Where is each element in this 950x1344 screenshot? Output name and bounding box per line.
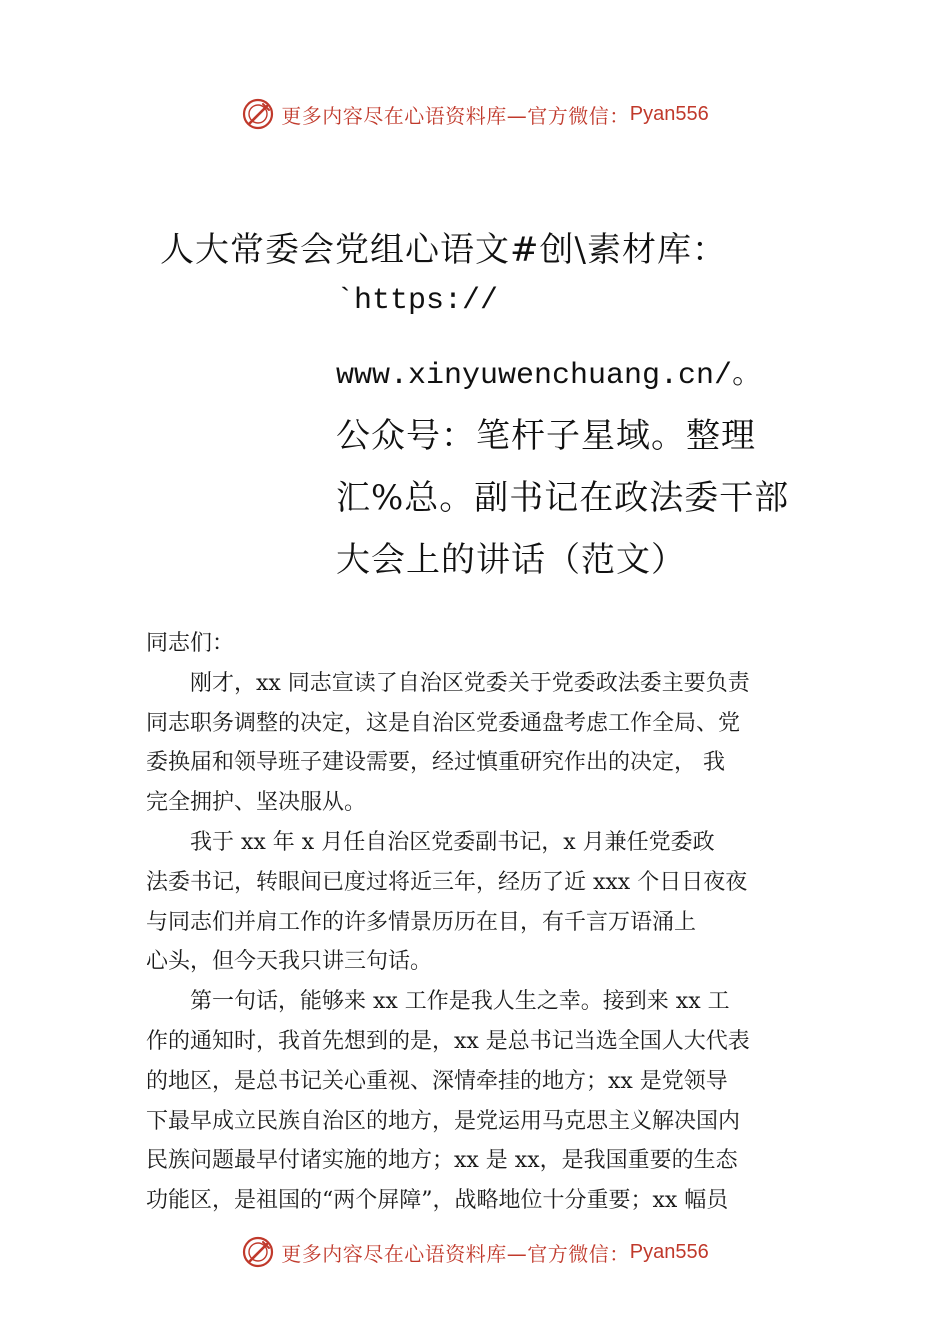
logo-icon	[241, 97, 275, 131]
header-banner	[0, 94, 950, 134]
banner-text: 更多内容尽在心语资料库—官方微信：	[281, 103, 630, 128]
wechat-id: Pyan556	[629, 1240, 709, 1263]
paragraph-line: 完全拥护、坚决服从。	[146, 790, 367, 816]
paragraph-1	[146, 664, 826, 823]
paragraph-line: 刚才，xx 同志宣读了自治区党委关于党委政法委主要负责	[146, 670, 750, 696]
document-body	[146, 624, 826, 1221]
title-line-2: `https://	[336, 284, 499, 318]
paragraph-line: 与同志们并肩工作的许多情景历历在目，有千言万语涌上	[146, 909, 697, 935]
paragraph-line: 同志职务调整的决定，这是自治区党委通盘考虑工作全局、党	[146, 710, 741, 736]
paragraph-2	[146, 823, 826, 982]
paragraph-line: 的地区，是总书记关心重视、深情牵挂的地方；xx 是党领导	[146, 1068, 728, 1094]
title-line-1: 人大常委会党组心语文#创\素材库：	[160, 230, 727, 270]
paragraph-3	[146, 982, 826, 1221]
paragraph-line: 下最早成立民族自治区的地方，是党运用马克思主义解决国内	[146, 1108, 741, 1134]
paragraph-line: 第一句话，能够来 xx 工作是我人生之幸。接到来 xx 工	[146, 989, 730, 1015]
footer-banner	[0, 1232, 950, 1272]
wechat-id: Pyan556	[629, 102, 709, 125]
paragraph-line: 我于 xx 年 x 月任自治区党委副书记，x 月兼任党委政	[146, 829, 715, 855]
logo-icon	[241, 1235, 275, 1269]
greeting	[146, 624, 826, 664]
paragraph-line: 委换届和领导班子建设需要，经过慎重研究作出的决定， 我	[146, 750, 725, 776]
title-line-5: 汇%总。副书记在政法委干部	[336, 478, 790, 518]
paragraph-line: 民族问题最早付诸实施的地方；xx 是 xx，是我国重要的生态	[146, 1148, 738, 1174]
title-line-6: 大会上的讲话（范文）	[336, 540, 686, 580]
title-line-4: 公众号：笔杆子星域。整理	[336, 416, 756, 456]
paragraph-line: 法委书记，转眼间已度过将近三年，经历了近 xxx 个日日夜夜	[146, 869, 748, 895]
greeting-line: 同志们：	[146, 631, 235, 656]
title-line-3: www.xinyuwenchuang.cn/。	[336, 359, 763, 393]
paragraph-line: 作的通知时，我首先想到的是，xx 是总书记当选全国人大代表	[146, 1028, 750, 1054]
paragraph-line: 心头，但今天我只讲三句话。	[146, 949, 433, 975]
paragraph-line: 功能区，是祖国的“两个屏障”，战略地位十分重要；xx 幅员	[146, 1188, 729, 1214]
banner-text: 更多内容尽在心语资料库—官方微信：	[281, 1241, 630, 1266]
